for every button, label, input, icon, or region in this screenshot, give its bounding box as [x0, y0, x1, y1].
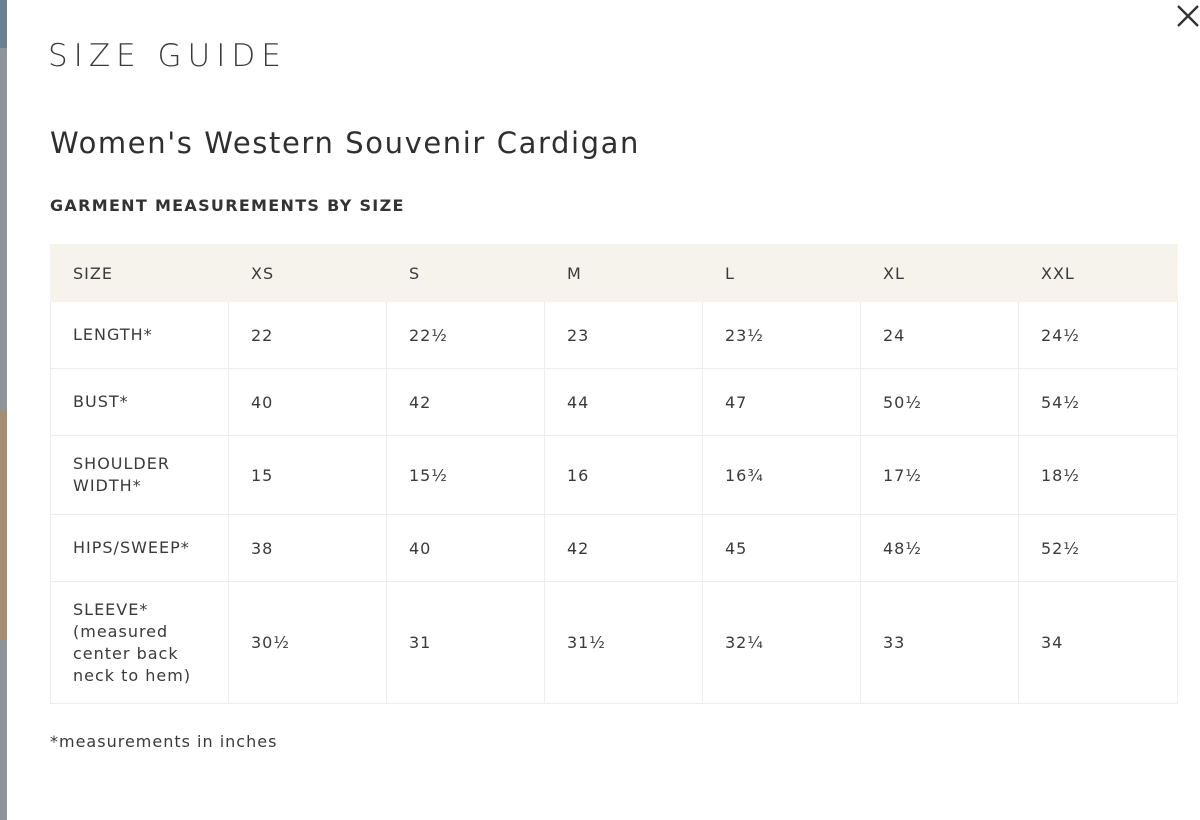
header-l: L: [703, 245, 861, 302]
table-header-row: [51, 245, 1178, 302]
table-cell: 24½: [1019, 302, 1178, 369]
table-row: [51, 515, 1178, 582]
row-label-bust: BUST*: [51, 369, 229, 436]
table-cell: 24: [861, 302, 1019, 369]
table-cell: 50½: [861, 369, 1019, 436]
table-cell: 34: [1019, 582, 1178, 704]
header-size: SIZE: [51, 245, 229, 302]
table-cell: 31½: [545, 582, 703, 704]
table-cell: 42: [545, 515, 703, 582]
table-row: [51, 369, 1178, 436]
table-row: [51, 582, 1178, 704]
row-label-sleeve: SLEEVE* (measured center back neck to hem): [51, 582, 229, 704]
table-cell: 47: [703, 369, 861, 436]
header-xs: XS: [229, 245, 387, 302]
header-xxl: XXL: [1019, 245, 1178, 302]
table-cell: 32¼: [703, 582, 861, 704]
close-button[interactable]: [1176, 2, 1200, 30]
table-cell: 16¾: [703, 436, 861, 515]
table-cell: 40: [387, 515, 545, 582]
product-title: Women's Western Souvenir Cardigan: [50, 126, 641, 160]
section-heading: GARMENT MEASUREMENTS BY SIZE: [50, 196, 405, 215]
row-label-shoulder-width: SHOULDER WIDTH*: [51, 436, 229, 515]
modal-title: SIZE GUIDE: [48, 38, 287, 74]
row-label-hips-sweep: HIPS/SWEEP*: [51, 515, 229, 582]
header-m: M: [545, 245, 703, 302]
close-icon: [1176, 2, 1200, 30]
table-cell: 15: [229, 436, 387, 515]
table-cell: 40: [229, 369, 387, 436]
table-cell: 30½: [229, 582, 387, 704]
backdrop-image-mid: [0, 410, 7, 640]
table-cell: 16: [545, 436, 703, 515]
table-row: [51, 302, 1178, 369]
measurement-footnote: *measurements in inches: [50, 732, 278, 751]
page-backdrop: [0, 0, 7, 820]
table-cell: 23½: [703, 302, 861, 369]
size-table: [50, 244, 1178, 704]
table-cell: 52½: [1019, 515, 1178, 582]
table-cell: 15½: [387, 436, 545, 515]
table-cell: 44: [545, 369, 703, 436]
size-guide-modal: [7, 0, 1200, 820]
table-cell: 54½: [1019, 369, 1178, 436]
table-cell: 45: [703, 515, 861, 582]
table-cell: 48½: [861, 515, 1019, 582]
table-cell: 31: [387, 582, 545, 704]
table-cell: 22: [229, 302, 387, 369]
table-row: [51, 436, 1178, 515]
row-label-length: LENGTH*: [51, 302, 229, 369]
table-cell: 17½: [861, 436, 1019, 515]
table-cell: 18½: [1019, 436, 1178, 515]
table-cell: 23: [545, 302, 703, 369]
header-xl: XL: [861, 245, 1019, 302]
table-cell: 42: [387, 369, 545, 436]
backdrop-image-top: [0, 0, 7, 48]
table-cell: 22½: [387, 302, 545, 369]
header-s: S: [387, 245, 545, 302]
table-cell: 33: [861, 582, 1019, 704]
table-cell: 38: [229, 515, 387, 582]
